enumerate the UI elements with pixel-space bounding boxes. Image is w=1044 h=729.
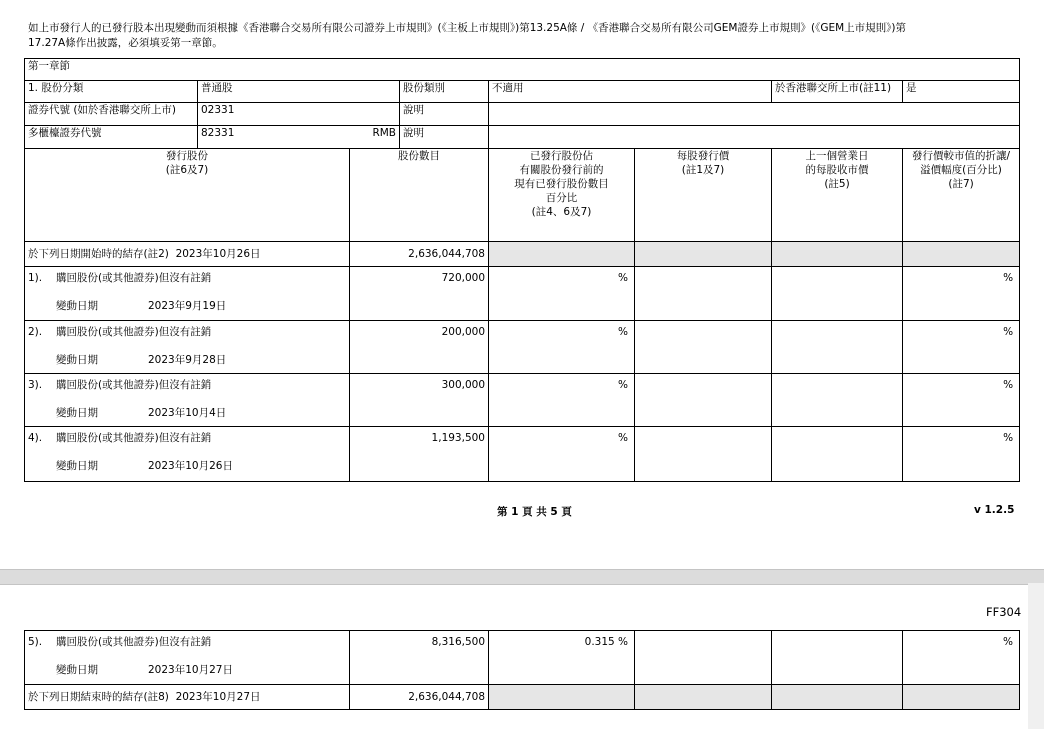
listed-label: 於香港聯交所上市(註11): [772, 81, 903, 103]
description-label-2: 說明: [400, 126, 489, 149]
row-pct: %: [489, 374, 635, 427]
table-row: [25, 427, 1020, 482]
header-pct: 已發行股份佔 有關股份發行前的 現有已發行股份數目 百分比 (註4、6及7): [489, 149, 635, 242]
opening-date: 2023年10月26日: [175, 248, 261, 260]
closing-pct: [489, 685, 635, 710]
row-pct: 0.315 %: [489, 631, 635, 685]
opening-close-price: [772, 242, 903, 267]
row-description: 2). 購回股份(或其他證券)但沒有註銷 變動日期 2023年9月28日: [25, 321, 350, 374]
intro-line-1: 如上市發行人的已發行股本出現變動而須根據《香港聯合交易所有限公司證券上市規則》(《主板上市規則》)第13.25A條 / 《香港聯合交易所有限公司GEM證券上市規則》(《GEM上市規則》)第: [28, 22, 906, 34]
opening-issue-price: [635, 242, 772, 267]
stock-code-label: 證券代號 (如於香港聯交所上市): [25, 103, 198, 126]
multi-counter-label: 多櫃檯證券代號: [25, 126, 198, 149]
form-code: FF304: [986, 605, 1022, 619]
opening-discount: [903, 242, 1020, 267]
row-close-price: [772, 631, 903, 685]
row-issue-price: [635, 631, 772, 685]
row-pct: %: [489, 267, 635, 321]
row-close-price: [772, 374, 903, 427]
closing-shares: 2,636,044,708: [350, 685, 489, 710]
row-issue-price: [635, 267, 772, 321]
multi-counter-code: 82331: [201, 127, 235, 139]
opening-balance: [25, 242, 350, 267]
description-label: 說明: [400, 103, 489, 126]
table-row: [25, 374, 1020, 427]
multi-counter-value: [198, 126, 400, 149]
section-title: 第一章節: [25, 59, 1020, 81]
closing-label: 於下列日期結束時的結存(註8): [28, 691, 169, 703]
form-version: v 1.2.5: [974, 504, 1015, 516]
row-pct: %: [489, 427, 635, 482]
closing-discount: [903, 685, 1020, 710]
header-issue-price: 每股發行價 (註1及7): [635, 149, 772, 242]
row-description: 5). 購回股份(或其他證券)但沒有註銷 變動日期 2023年10月27日: [25, 631, 350, 685]
section-one-table: [24, 58, 1020, 482]
description-value: [489, 103, 1020, 126]
page-break: [0, 569, 1044, 585]
row-discount: %: [903, 427, 1020, 482]
row-description: 1). 購回股份(或其他證券)但沒有註銷 變動日期 2023年9月19日: [25, 267, 350, 321]
header-issued-shares: 發行股份 (註6及7): [25, 149, 350, 242]
intro-paragraph: [28, 21, 1018, 51]
row-description: 4). 購回股份(或其他證券)但沒有註銷 變動日期 2023年10月26日: [25, 427, 350, 482]
section-one-table-continued: [24, 630, 1020, 710]
row-issue-price: [635, 321, 772, 374]
closing-balance: [25, 685, 350, 710]
row-discount: %: [903, 374, 1020, 427]
row-pct: %: [489, 321, 635, 374]
row-shares: 300,000: [350, 374, 489, 427]
row-discount: %: [903, 321, 1020, 374]
header-close-price: 上一個營業日 的每股收市價 (註5): [772, 149, 903, 242]
share-class-value: 普通股: [198, 81, 400, 103]
table-row: [25, 631, 1020, 685]
row-shares: 720,000: [350, 267, 489, 321]
table-row: [25, 321, 1020, 374]
header-num-shares: 股份數目: [350, 149, 489, 242]
row-discount: %: [903, 631, 1020, 685]
listed-value: 是: [903, 81, 1020, 103]
multi-counter-currency: RMB: [372, 127, 396, 139]
closing-date: 2023年10月27日: [175, 691, 261, 703]
scroll-gutter: [1028, 583, 1044, 729]
row-discount: %: [903, 267, 1020, 321]
row-shares: 200,000: [350, 321, 489, 374]
description-value-2: [489, 126, 1020, 149]
opening-pct: [489, 242, 635, 267]
row-close-price: [772, 267, 903, 321]
row-close-price: [772, 321, 903, 374]
row-close-price: [772, 427, 903, 482]
row-shares: 1,193,500: [350, 427, 489, 482]
opening-label: 於下列日期開始時的結存(註2): [28, 248, 169, 260]
row-issue-price: [635, 427, 772, 482]
opening-shares: 2,636,044,708: [350, 242, 489, 267]
row-description: 3). 購回股份(或其他證券)但沒有註銷 變動日期 2023年10月4日: [25, 374, 350, 427]
page-number: 第 1 頁 共 5 頁: [497, 506, 572, 518]
closing-issue-price: [635, 685, 772, 710]
row-issue-price: [635, 374, 772, 427]
share-type-value: 不適用: [489, 81, 772, 103]
header-discount: 發行價較市值的折讓/ 溢價幅度(百分比) (註7): [903, 149, 1020, 242]
table-row: [25, 267, 1020, 321]
share-type-label: 股份類別: [400, 81, 489, 103]
intro-line-2: 17.27A條作出披露，必須填妥第一章節。: [28, 37, 223, 49]
stock-code-value: 02331: [198, 103, 400, 126]
share-class-label: 1. 股份分類: [25, 81, 198, 103]
row-shares: 8,316,500: [350, 631, 489, 685]
closing-close-price: [772, 685, 903, 710]
